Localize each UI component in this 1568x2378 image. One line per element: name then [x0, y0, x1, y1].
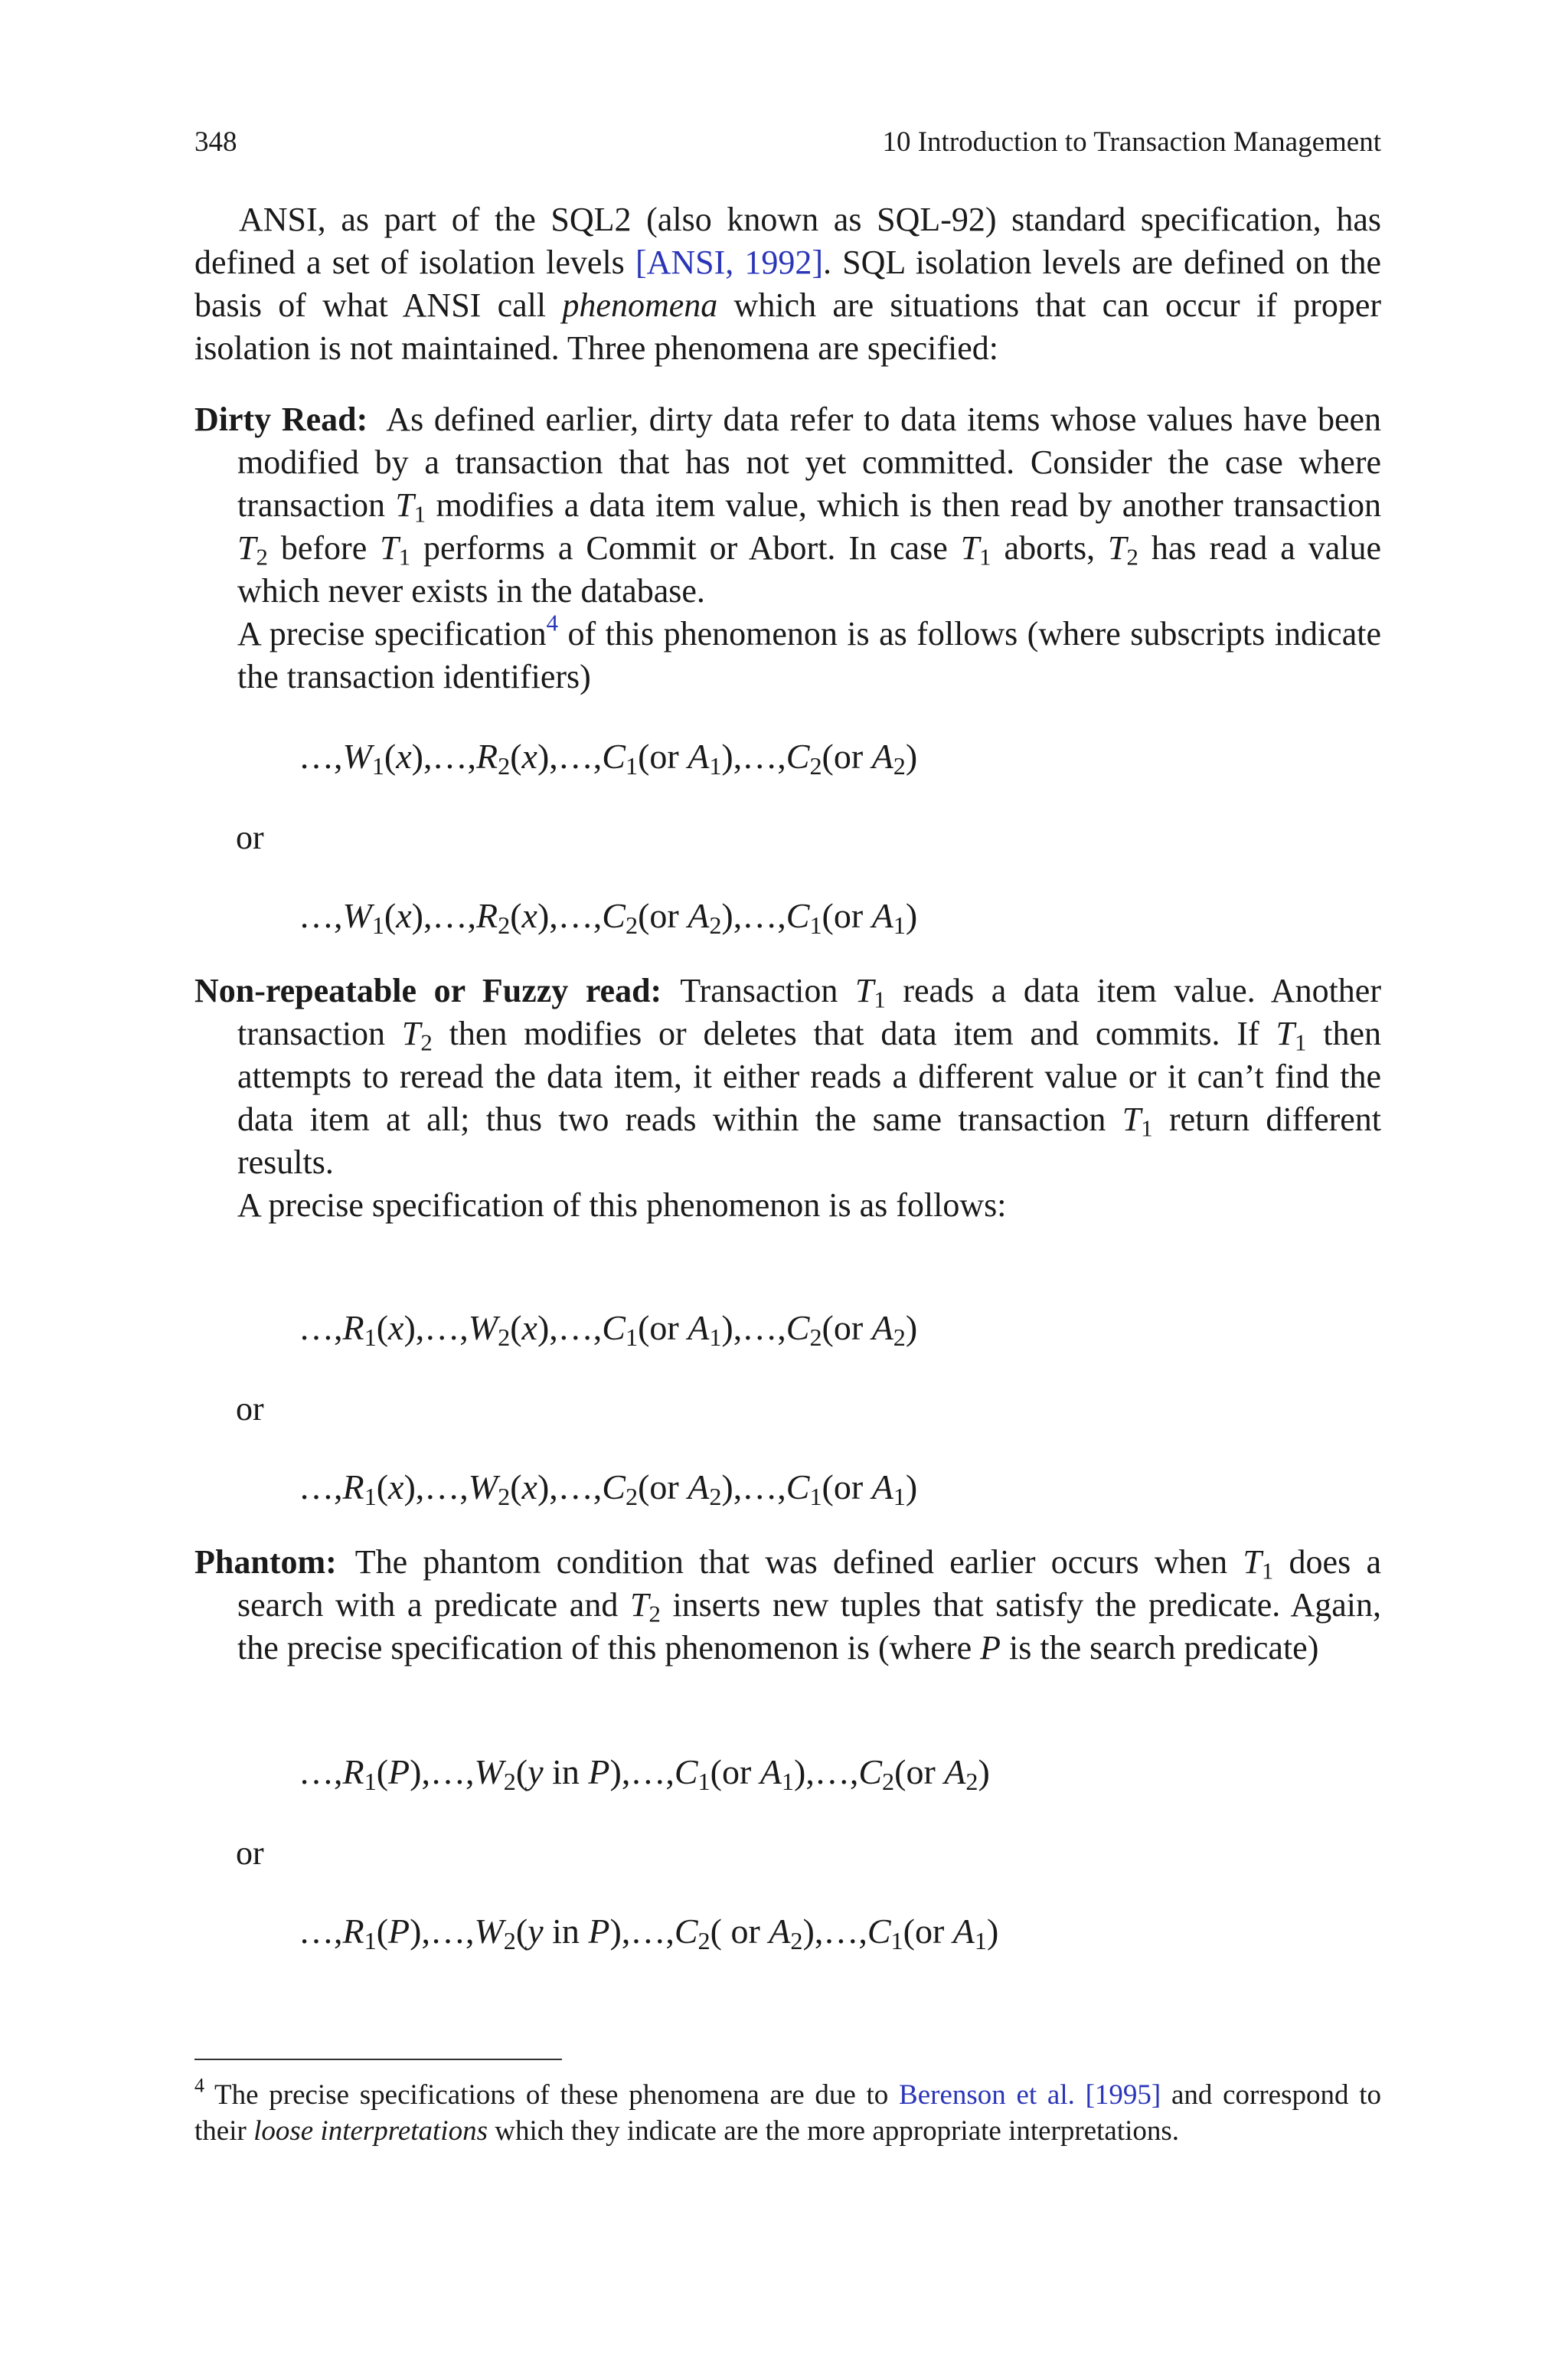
phantom-formula-1: $\dots,R_1(P),\dots,W_2(y$ in $P),\dots,C_1(or$ $A_1),\dots,C_2(or$ $A_2$): [299, 1752, 990, 1796]
phantom-term: Phantom:: [194, 1543, 337, 1581]
citation-link[interactable]: [ANSI, 1992]: [635, 244, 824, 281]
phantom-definition: Phantom: The phantom condition that was defined earlier occurs when $T_1$ does a search with a predicate and $T_2$ inserts new tuples that satisfy the predicate. Again, the precise specification of this phenomenon is (where P is the search predicate): [194, 1543, 1381, 1667]
fuzzy-read-definition: Non-repeatable or Fuzzy read: Transaction $T_1$ reads a data item value. Another transaction $T_2$ then modifies or deletes that data item and commits. If $T_1$ then attempts to reread the data item, it either reads a different value or it can’t find the data item at all; thus two reads within the same transaction $T_1$ return different results. A precise specification of this phenomenon is as follows:: [194, 972, 1381, 1224]
fuzzy-read-formula-1: $\dots,R_1(x),\dots,W_2(x),\dots,C_1(or$ $A_1),\dots,C_2(or$ $A_2$): [299, 1308, 918, 1352]
or-separator: or: [236, 819, 264, 856]
running-header: 10 Introduction to Transaction Management: [882, 126, 1381, 158]
footnote: $^4$ The precise specifications of these phenomena are due to Berenson et al. [1995] and correspond to their loose interpretations which they indicate are the more appropriate interpretations.: [194, 2074, 1381, 2147]
fuzzy-read-term: Non-repeatable or Fuzzy read:: [194, 972, 662, 1009]
fuzzy-read-formula-2: $\dots,R_1(x),\dots,W_2(x),\dots,C_2(or$ $A_2),\dots,C_1(or$ $A_1$): [299, 1467, 918, 1511]
or-separator: or: [236, 1834, 264, 1872]
or-separator: or: [236, 1390, 264, 1428]
intro-paragraph: ANSI, as part of the SQL2 (also known as SQL-92) standard specification, has defined a set of isolation levels [ANSI, 1992]. SQL isolation levels are defined on the basis of what ANSI call phenomena which are situations that can occur if proper isolation is not maintained. Three phenomena are specified:: [194, 201, 1382, 367]
page-number: 348: [194, 126, 237, 158]
dirty-read-formula-2: $\dots,W_1(x),\dots,R_2(x),\dots,C_2(or$ $A_2),\dots,C_1(or$ $A_1$): [299, 896, 918, 940]
footnote-marker[interactable]: 4: [546, 610, 559, 636]
dirty-read-definition: Dirty Read: As defined earlier, dirty data refer to data items whose values have been modified by a transaction that has not yet committed. Consider the case where transaction $T_1$ modifies a data item value, which is then read by another transaction $T_2$ before $T_1$ performs a Commit or Abort. In case $T_1$ aborts, $T_2$ has read a value which never exists in the database. A precise specification$^4$ of this phenomenon is as follows (where subscripts indicate the transaction identifiers): [194, 401, 1382, 695]
footnote-rule: [194, 2059, 562, 2060]
footnote-number: 4: [194, 2074, 204, 2097]
footnote-citation-link[interactable]: Berenson et al. [1995]: [899, 2079, 1161, 2111]
phantom-formula-2: $\dots,R_1(P),\dots,W_2(y$ in $P),\dots,C_2$( or $A_2),\dots,C_1(or$ $A_1$): [299, 1912, 999, 1955]
dirty-read-formula-1: $\dots,W_1(x),\dots,R_2(x),\dots,C_1(or$ $A_1),\dots,C_2(or$ $A_2$): [299, 737, 918, 780]
dirty-read-term: Dirty Read:: [194, 401, 368, 438]
